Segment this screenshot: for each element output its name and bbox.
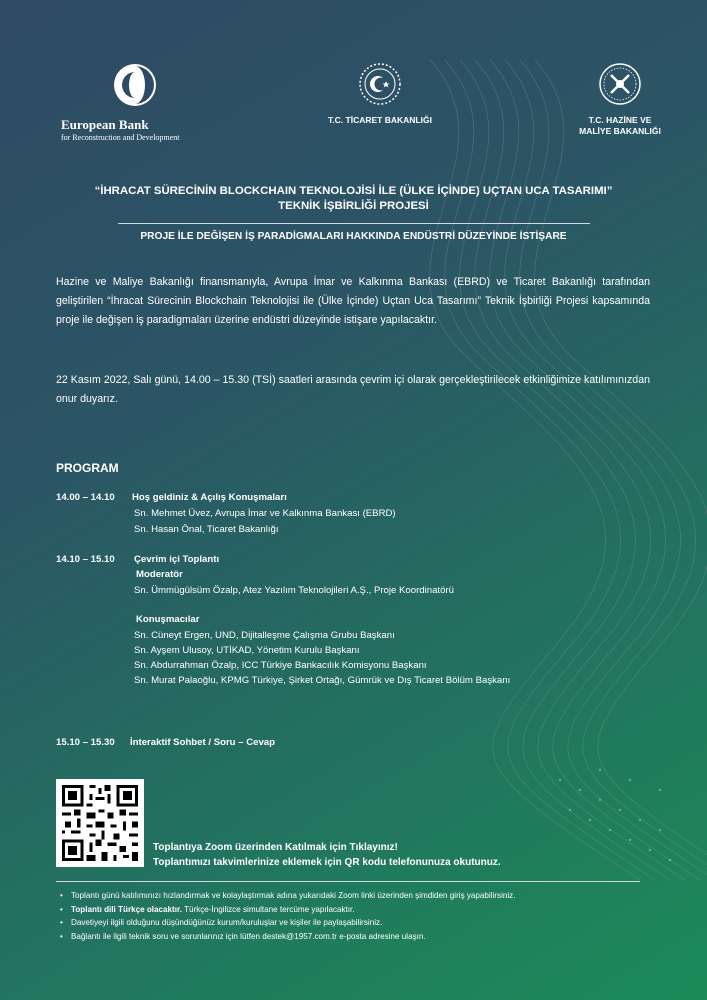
qr-calendar-instruction: Toplantımızı takvimlerinize eklemek için QR kodu telefonunuza okutunuz. — [153, 857, 501, 868]
session-1-speaker-2: Sn. Hasan Önal, Ticaret Bakanlığı — [134, 524, 279, 535]
ticaret-bakanligi-logo — [310, 62, 450, 126]
note-2-bold: Toplantı dili Türkçe olacaktır. — [71, 904, 182, 914]
note-item — [71, 916, 707, 930]
session-3-time: 15.10 – 15.30 — [56, 737, 115, 748]
page-title — [40, 184, 667, 214]
session-2-speaker-1: Sn. Cüneyt Ergen, UND, Dijitalleşme Çalışma Grubu Başkanı — [134, 630, 395, 641]
session-2-title: Çevrim içi Toplantı — [134, 554, 220, 565]
hazine-name-line1: T.C. HAZİNE VE — [588, 115, 652, 125]
calendar-qr-code[interactable] — [56, 779, 144, 867]
session-1-title: Hoş geldiniz & Açılış Konuşmaları — [132, 492, 287, 503]
title-divider — [118, 223, 590, 224]
zoom-join-text — [153, 840, 501, 870]
hazine-emblem-icon — [598, 62, 642, 106]
note-2-text: Türkçe-İngilizce simultane tercüme yapılacaktır. — [181, 904, 355, 914]
note-4-text: Bağlantı ile ilgili teknik soru ve sorunlarınız için lütfen destek@1957.com.tr e-posta adresine ulaşın. — [71, 931, 426, 941]
session-2-speaker-2: Sn. Ayşem Ulusoy, UTİKAD, Yönetim Kurulu Başkanı — [134, 645, 360, 656]
moderator-label: Moderatör — [136, 569, 183, 580]
ebrd-name: European Bank — [61, 117, 149, 132]
note-item — [71, 889, 707, 903]
qr-code-icon — [56, 779, 144, 867]
zoom-join-link[interactable]: Toplantıya Zoom üzerinden Katılmak için Tıklayınız! — [153, 842, 398, 853]
crescent-star-emblem-icon — [358, 62, 402, 106]
intro-paragraph-2: 22 Kasım 2022, Salı günü, 14.00 – 15.30 (TSİ) saatleri arasında çevrim içi olarak gerçekleştirilecek etkinliğimize katılımınızdan onur duyarız. — [56, 374, 650, 405]
note-1-text: Toplantı günü katılımınızı hızlandırmak ve kolaylaştırmak adına yukarıdaki Zoom linki üzerinden şimdiden giriş yapabilirsiniz. — [71, 891, 516, 900]
page-subtitle: PROJE İLE DEĞİŞEN İŞ PARADİGMALARI HAKKINDA ENDÜSTRİ DÜZEYİNDE İSTİŞARE — [140, 231, 567, 242]
ebrd-subtitle: for Reconstruction and Development — [61, 133, 180, 142]
ebrd-emblem-icon — [112, 62, 158, 108]
hazine-maliye-logo — [565, 62, 675, 137]
session-3-title: İnteraktif Sohbet / Soru – Cevap — [130, 737, 276, 748]
hazine-name-line2: MALİYE BAKANLIĞI — [579, 126, 661, 136]
notes-divider — [56, 881, 640, 882]
title-line2: TEKNİK İŞBİRLİĞİ PROJESİ — [278, 200, 429, 212]
note-item — [71, 930, 707, 944]
title-line1: “İHRACAT SÜRECİNİN BLOCKCHAIN TEKNOLOJİSİ İLE (ÜLKE İÇİNDE) UÇTAN UCA TASARIMI” — [94, 185, 613, 197]
session-1-time: 14.00 – 14.10 — [56, 492, 115, 503]
program-heading: PROGRAM — [56, 461, 119, 475]
session-2-speaker-3: Sn. Abdurrahman Özalp, ICC Türkiye Bankacılık Komisyonu Başkanı — [134, 660, 427, 671]
note-item — [71, 903, 707, 917]
hazine-maliye-name — [565, 115, 675, 137]
notes-list — [56, 889, 707, 943]
session-2-speaker-4: Sn. Murat Palaoğlu, KPMG Türkiye, Şirket Ortağı, Gümrük ve Dış Ticaret Bölüm Başkanı — [134, 675, 511, 686]
moderator-name: Sn. Ümmügülsüm Özalp, Atez Yazılım Teknolojileri A.Ş., Proje Koordinatörü — [134, 585, 454, 596]
session-2-time: 14.10 – 15.10 — [56, 554, 115, 565]
session-1-speaker-1: Sn. Mehmet Üvez, Avrupa İmar ve Kalkınma Bankası (EBRD) — [134, 508, 396, 519]
ticaret-bakanligi-name: T.C. TİCARET BAKANLIĞI — [328, 115, 432, 125]
note-3-text: Davetiyeyi ilgili olduğunu düşündüğünüz kurum/kuruluşlar ve kişiler ile paylaşabilirsiniz. — [71, 918, 383, 927]
speakers-label: Konuşmacılar — [136, 614, 200, 625]
ebrd-logo — [55, 62, 215, 142]
intro-paragraph-1: Hazine ve Maliye Bakanlığı finansmanıyla, Avrupa İmar ve Kalkınma Bankası (EBRD) ve Ticaret Bakanlığı tarafından geliştirilen “İhracat Sürecinin Blockchain Teknolojisi ile (Ülke İçinde) Uçtan Uca Tasarımı” Teknik İşbirliği Projesi kapsamında proje ile değişen iş paradigmaları üzerine endüstri düzeyinde istişare yapılacaktır. — [56, 276, 650, 326]
